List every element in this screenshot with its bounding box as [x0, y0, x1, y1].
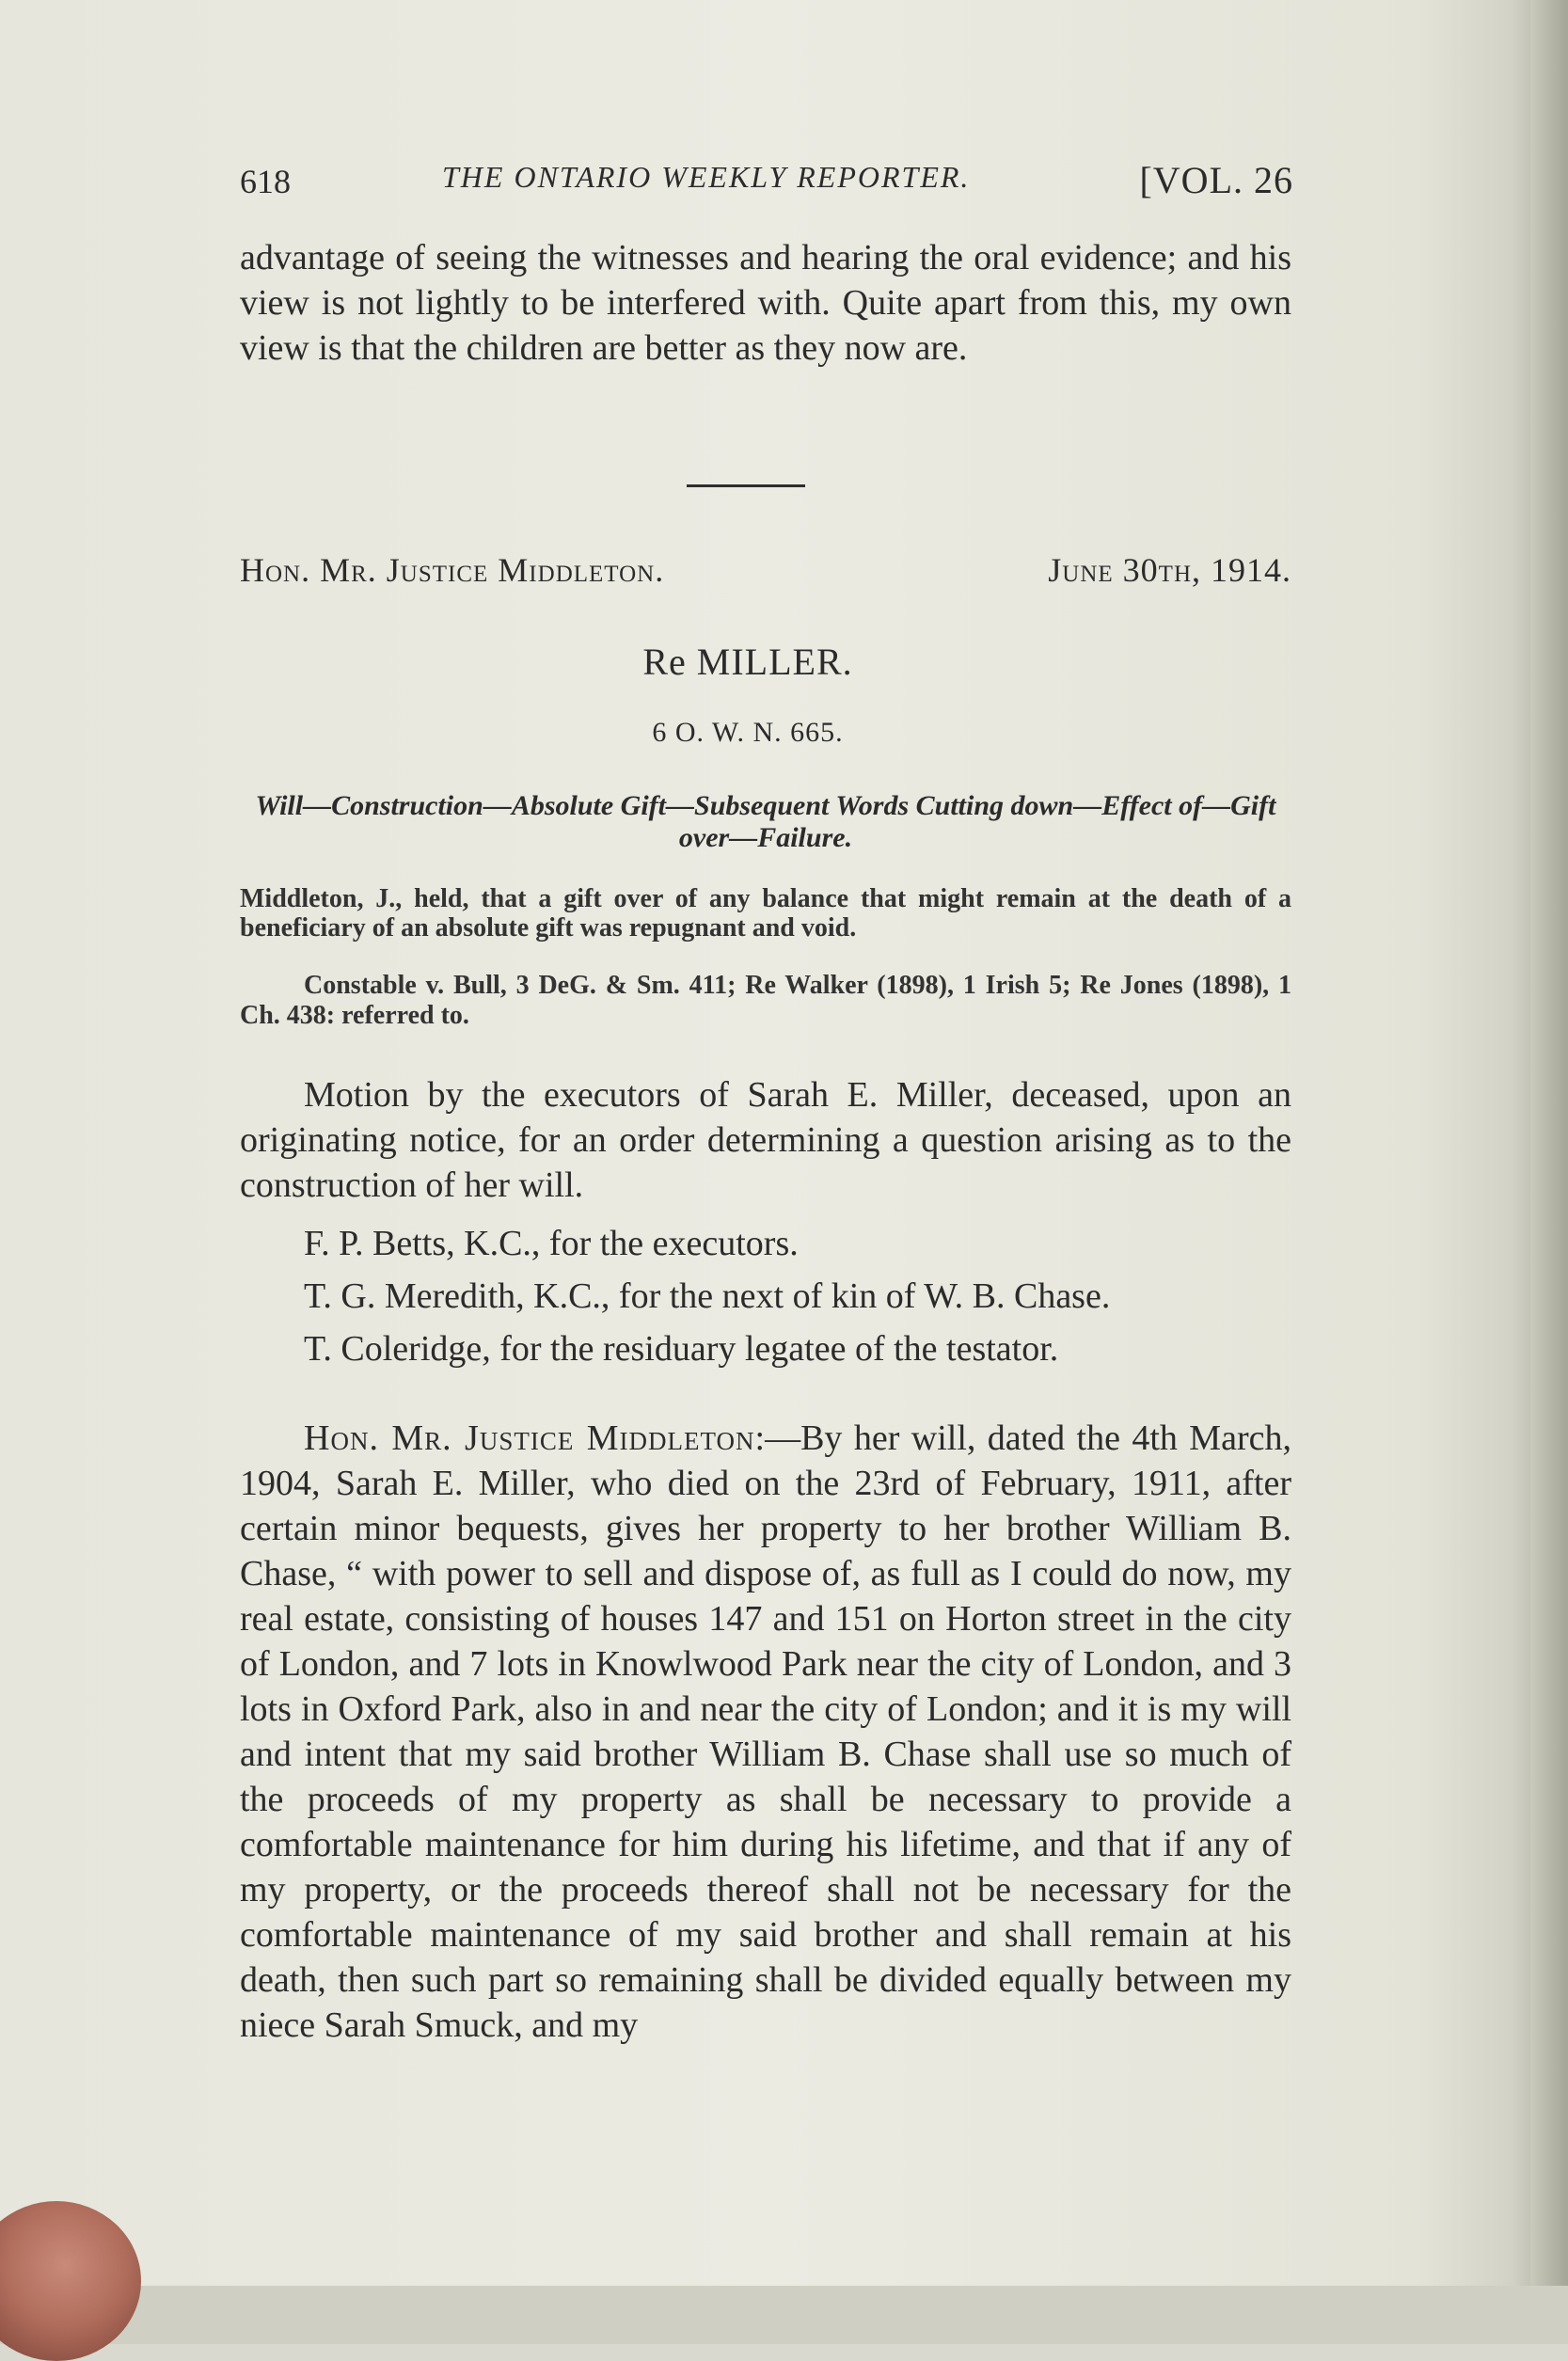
- judgment-paragraph: [240, 1416, 1291, 2048]
- headnote-references: Constable v. Bull, 3 DeG. & Sm. 411; Re Walker (1898), 1 Irish 5; Re Jones (1898), 1 Ch. 438: referred to.: [240, 971, 1291, 1030]
- scan-background: [0, 2286, 1568, 2344]
- headnote-held: Middleton, J., held, that a gift over of any balance that might remain at the death of a beneficiary of an absolute gift was repugnant and void.: [240, 884, 1291, 943]
- counsel-line: F. P. Betts, K.C., for the executors.: [304, 1224, 799, 1263]
- case-name: Re MILLER.: [642, 641, 853, 683]
- headnote-catchwords: Will—Construction—Absolute Gift—Subsequent Words Cutting down—Effect of—Gift over—Failure.: [255, 790, 1276, 853]
- counsel-line: T. G. Meredith, K.C., for the next of kin of W. B. Chase.: [304, 1276, 1111, 1316]
- page-number: 618: [240, 163, 291, 200]
- running-header: [240, 158, 1293, 214]
- judgment-speaker: Hon. Mr. Justice Middleton: [304, 1418, 755, 1458]
- page-gutter: [1530, 0, 1568, 2286]
- volume-label: [VOL. 26: [1139, 159, 1293, 201]
- counsel-line: T. Coleridge, for the residuary legatee of the testator.: [304, 1329, 1059, 1369]
- case-citation: 6 O. W. N. 665.: [652, 717, 844, 748]
- running-title: THE ONTARIO WEEKLY REPORTER.: [442, 160, 971, 194]
- section-divider: [687, 484, 805, 487]
- motion-paragraph: Motion by the executors of Sarah E. Miller, deceased, upon an originating notice, for an order determining a question arising as to the construction of her will.: [240, 1075, 1291, 1205]
- judgment-text: :—By her will, dated the 4th March, 1904, Sarah E. Miller, who died on the 23rd of February, 1911, after certain minor bequests, gives her property to her brother William B. Chase, “ with power to sell and dispose of, as full as I could do now, my real estate, consisting of houses 147 and 151 on Horton street in the city of London, and 7 lots in Knowlwood Park near the city of London, and 3 lots in Oxford Park, also in and near the city of London; and it is my will and intent that my said brother William B. Chase shall use so much of the proceeds of my property as shall be necessary to provide a comfortable maintenance for him during his lifetime, and that if any of my property, or the proceeds thereof shall not be necessary for the comfortable maintenance of my said brother and shall remain at his death, then such part so remaining shall be divided equally between my niece Sarah Smuck, and my: [240, 1418, 1291, 2045]
- judge-name: Hon. Mr. Justice Middleton.: [240, 551, 665, 589]
- judgment-date: June 30th, 1914.: [1048, 551, 1291, 589]
- continuation-paragraph: advantage of seeing the witnesses and hearing the oral evidence; and his view is not lightly to be interfered with. Quite apart from this, my own view is that the children are better as they now are.: [240, 238, 1291, 368]
